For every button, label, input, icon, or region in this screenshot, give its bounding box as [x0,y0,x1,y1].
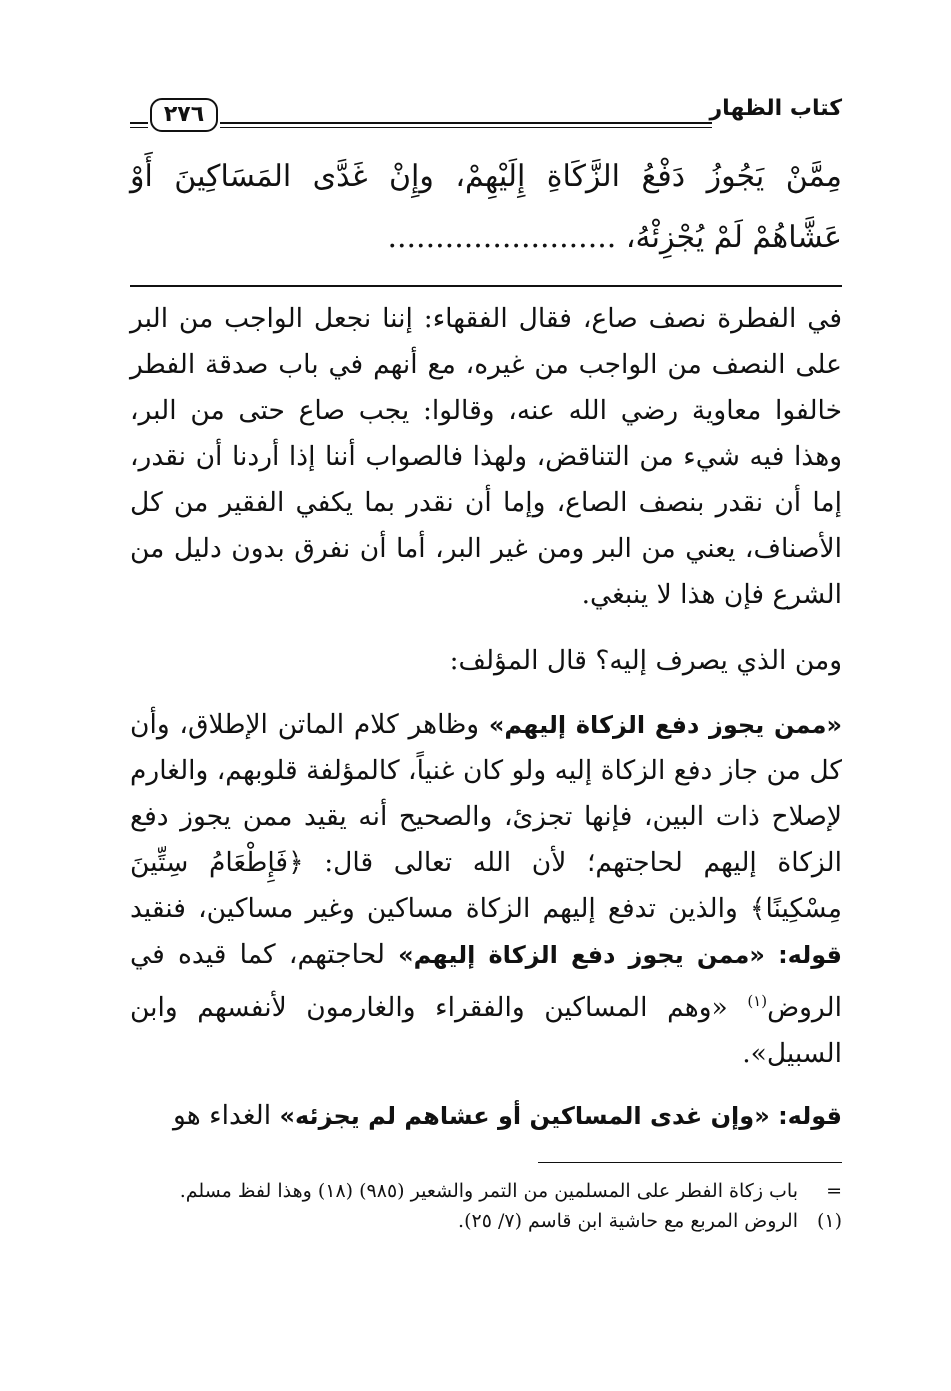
header-title: كتاب الظهار [709,96,842,121]
footnote-separator [538,1162,842,1163]
footnote-mark: = [826,1180,842,1202]
footnote-mark: (١) [816,1210,842,1232]
footnote-1 [130,1206,842,1236]
paragraph-3-text-3: لحاجتهم، كما قيده في الروض [130,939,842,1023]
footnote-continued [130,1176,842,1206]
paragraph-3-text-4: «وهم المساكين والفقراء والغارمون لأنفسهم وابن السبيل». [130,991,842,1069]
matn-quote-3: قوله: «وإن غدى المساكين أو عشاهم لم يجزئه» [279,1101,842,1130]
paragraph-4 [130,1093,842,1139]
paragraph-4-text: الغداء هو [173,1099,280,1131]
page-number: ٢٧٦ [150,98,218,132]
paragraph-2: ومن الذي يصرف إليه؟ قال المؤلف: [449,645,842,676]
footnotes [130,1176,842,1236]
quran-verse: ﴿فَإِطْعَامُ سِتِّينَ مِسْكِينًا﴾ [130,847,842,924]
matn-quote-2: قوله: «ممن يجوز دفع الزكاة إليهم» [398,941,842,969]
footnote-text: باب زكاة الفطر على المسلمين من التمر والشعير (٩٨٥) (١٨) وهذا لفظ مسلم. [179,1180,798,1202]
matn-quote-1: «ممن يجوز دفع الزكاة إليهم» [488,711,842,739]
paragraph-3 [130,702,842,1077]
matn-separator [130,285,842,287]
footnote-text: الروض المربع مع حاشية ابن قاسم (٧/ ٢٥). [458,1210,798,1232]
page-header [130,94,842,138]
paragraph-3-text-2: والذين تدفع إليهم الزكاة مساكين وغير مساكين، فنقيد [130,893,750,924]
matn-text: مِمَّنْ يَجُوزُ دَفْعُ الزَّكَاةِ إِلَيْهِمْ، وإِنْ غَدَّى المَسَاكِينَ أَوْ عَشَّاهُمْ لَمْ يُجْزِئْهُ، ........................ [130,159,842,255]
paragraph-3-text-1: وظاهر كلام الماتن الإطلاق، وأن كل من جاز دفع الزكاة إليه ولو كان غنياً، كالمؤلفة قلوبهم، والغارم لإصلاح ذات البين، فإنها تجزئ، والصحيح أنه يقيد ممن يجوز دفع الزكاة إليهم لحاجتهم؛ لأن الله تعالى قال: [130,709,842,878]
paragraph-1: في الفطرة نصف صاع، فقال الفقهاء: إننا نجعل الواجب من البر على النصف من الواجب من غيره، مع أنهم في باب صدقة الفطر خالفوا معاوية رضي الله عنه، وقالوا: يجب صاع حتى من البر، وهذا فيه شيء من التناقض، ولهذا فالصواب أننا إذا أردنا أن نقدر، إما أن نقدر بنصف الصاع، وإما أن نقدر بما يكفي الفقير من كل الأصناف، يعني من البر ومن غير البر، أما أن نفرق بدون دليل من الشرع فإن هذا لا ينبغي. [130,303,842,610]
header-rule-left [130,122,148,128]
footnote-ref-1: (١) [747,992,768,1010]
header-rule-right [220,122,712,128]
commentary [130,296,842,1139]
